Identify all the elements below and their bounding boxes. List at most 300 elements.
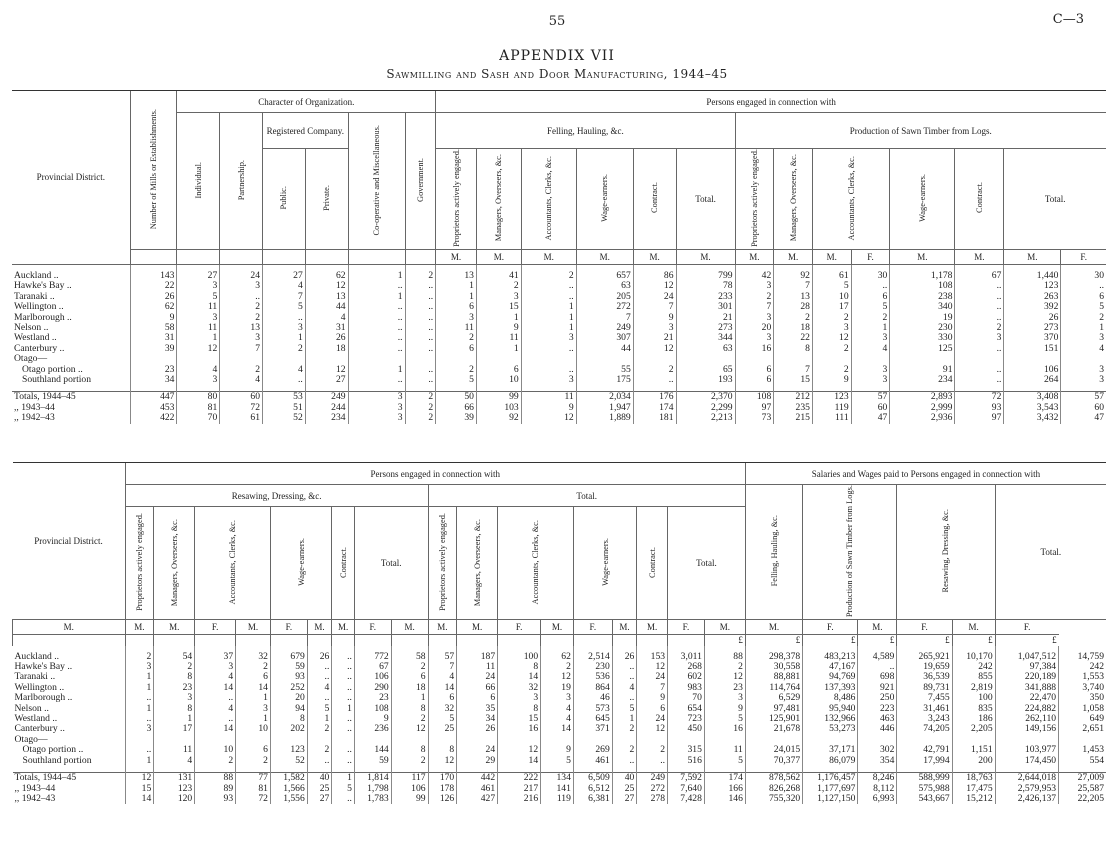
unit-row <box>13 620 1107 635</box>
table-cell: 2 <box>955 323 1004 333</box>
table-cell: .. <box>521 344 576 354</box>
table-cell: 60 <box>1061 403 1106 413</box>
table-cell: 123 <box>1004 281 1061 291</box>
table-cell: .. <box>405 281 436 291</box>
table-cell: 26 <box>307 652 332 662</box>
table-cell: 12 <box>391 724 428 734</box>
document-code: C—3 <box>1052 12 1084 27</box>
table-cell: 99 <box>391 794 428 804</box>
table-cell: 34 <box>457 714 498 724</box>
table-cell: 698 <box>858 672 897 682</box>
table-cell <box>476 354 521 364</box>
table-cell: 307 <box>576 333 633 343</box>
table-cell: 25 <box>612 784 637 794</box>
pound-sign: £ <box>704 635 745 646</box>
table-cell: 1,582 <box>270 773 307 784</box>
table-cell <box>637 735 668 745</box>
table-cell: 2 <box>405 271 436 281</box>
table-cell: 27 <box>263 271 306 281</box>
table-cell: 461 <box>457 784 498 794</box>
table-cell: 233 <box>676 292 735 302</box>
proprietors-header: Proprietors actively engaged. <box>451 149 461 247</box>
table-cell: 2 <box>195 756 236 766</box>
table-cell: 1,889 <box>576 413 633 423</box>
table-cell: 14,759 <box>1059 652 1106 662</box>
table-cell: 117 <box>391 773 428 784</box>
table-cell: 2,426,137 <box>995 794 1058 804</box>
table-row <box>12 323 1106 333</box>
table-cell: 516 <box>668 756 705 766</box>
table-cell: 31 <box>305 323 348 333</box>
table-cell <box>457 735 498 745</box>
table-cell: 3 <box>348 392 405 403</box>
managers-header: Managers, Overseers, &c. <box>472 518 482 606</box>
unit-f: F. <box>270 620 307 635</box>
table-cell: 234 <box>305 413 348 423</box>
table-cell: 8 <box>774 344 813 354</box>
table-cell <box>177 354 220 364</box>
table-cell: 6 <box>391 672 428 682</box>
total-header: Total. <box>354 507 428 620</box>
table-cell: 392 <box>1004 302 1061 312</box>
table-cell: 17,994 <box>897 756 952 766</box>
table-cell: 51 <box>263 403 306 413</box>
table-cell: 1,783 <box>354 794 391 804</box>
table-cell: 12 <box>125 773 154 784</box>
table-cell: 59 <box>354 756 391 766</box>
unit-m: M. <box>735 249 774 264</box>
table-cell: .. <box>332 794 355 804</box>
table-cell: 24 <box>457 672 498 682</box>
table-cell: 119 <box>541 794 574 804</box>
table-cell: .. <box>405 323 436 333</box>
district-name: Otago— <box>14 734 48 745</box>
table-cell <box>305 354 348 364</box>
table-cell: .. <box>348 323 405 333</box>
table-cell: 1,127,150 <box>803 794 858 804</box>
table-cell: .. <box>307 672 332 682</box>
table-cell: 28 <box>774 302 813 312</box>
totals-label: Totals, 1944–45 <box>12 392 130 403</box>
table-cell: 244 <box>305 403 348 413</box>
table-cell: 340 <box>890 302 955 312</box>
table-cell: .. <box>348 302 405 312</box>
table-cell: .. <box>405 313 436 323</box>
table-cell: 10 <box>236 724 271 734</box>
table-cell: .. <box>955 365 1004 375</box>
table-cell: 12 <box>498 745 541 755</box>
table-cell: 5 <box>541 756 574 766</box>
table-cell: 72 <box>220 403 263 413</box>
table-cell: 249 <box>637 773 668 784</box>
table-cell: 186 <box>952 714 995 724</box>
table-cell: 1,453 <box>1059 745 1106 755</box>
district-name: Westland .. <box>14 333 57 344</box>
unit-m: M. <box>436 249 477 264</box>
table-cell: 602 <box>668 672 705 682</box>
table-cell: .. <box>633 375 676 385</box>
unit-f: F. <box>498 620 541 635</box>
table-cell: 265,921 <box>897 652 952 662</box>
table-cell: 3 <box>263 323 306 333</box>
table-cell: 40 <box>307 773 332 784</box>
table-cell: 86 <box>633 271 676 281</box>
table-cell <box>436 354 477 364</box>
managers-header: Managers, Overseers, &c. <box>494 154 504 242</box>
pound-sign: £ <box>995 635 1058 646</box>
table-cell: .. <box>125 745 154 755</box>
table-cell <box>952 735 995 745</box>
table-cell: 3 <box>125 662 154 672</box>
table-cell <box>897 735 952 745</box>
table-cell: 94 <box>270 704 307 714</box>
wage-earners-header: Wage-earners. <box>600 174 610 222</box>
district-name: Southland portion <box>22 755 92 766</box>
unit-m: M. <box>633 249 676 264</box>
table-cell: 272 <box>576 302 633 312</box>
table-cell: 2,370 <box>676 392 735 403</box>
table-cell: 11 <box>436 323 477 333</box>
table-cell: 3 <box>220 333 263 343</box>
table-cell: 242 <box>952 662 995 672</box>
contract-header: Contract. <box>338 546 348 578</box>
table-cell: 1,947 <box>576 403 633 413</box>
table-cell: 174 <box>633 403 676 413</box>
table-cell: 772 <box>354 652 391 662</box>
accountants-header: Accountants, Clerks, &c. <box>846 155 856 241</box>
table-cell <box>348 354 405 364</box>
table-cell: 6,381 <box>573 794 612 804</box>
totals-row <box>12 392 1106 403</box>
table-cell: 91 <box>890 365 955 375</box>
table-cell: 8,246 <box>858 773 897 784</box>
table-cell: 4 <box>154 756 195 766</box>
unit-m: M. <box>236 620 271 635</box>
table-cell: 446 <box>858 724 897 734</box>
table-cell: 575,988 <box>897 784 952 794</box>
table-cell: 88,881 <box>745 672 802 682</box>
table-cell: 26 <box>1004 313 1061 323</box>
table-cell: 3 <box>633 323 676 333</box>
table-cell: 1 <box>851 323 890 333</box>
table-cell: 679 <box>270 652 307 662</box>
table-cell: 16 <box>498 724 541 734</box>
table-cell: 34 <box>130 375 177 385</box>
pound-sign: £ <box>745 635 802 646</box>
table-cell: 234 <box>890 375 955 385</box>
table-cell: 249 <box>305 392 348 403</box>
table-cell: 5 <box>812 281 851 291</box>
resawing-wages-header: Resawing, Dressing, &c. <box>941 509 951 593</box>
table-cell: .. <box>332 724 355 734</box>
table-cell: 536 <box>573 672 612 682</box>
table-cell: 25,587 <box>1059 784 1106 794</box>
table-cell: 3,408 <box>1004 392 1061 403</box>
table-cell: 483,213 <box>803 652 858 662</box>
table-cell: 178 <box>428 784 457 794</box>
table-cell: 264 <box>1004 375 1061 385</box>
cooperative-header: Co-operative and Miscellaneous. <box>372 124 382 236</box>
district-name: Otago portion .. <box>22 364 83 375</box>
table-cell: 273 <box>676 323 735 333</box>
table-cell: 2 <box>307 724 332 734</box>
unit-f: F. <box>195 620 236 635</box>
table-cell: .. <box>521 292 576 302</box>
table-cell: 2 <box>263 344 306 354</box>
table-cell: .. <box>348 344 405 354</box>
unit-m: M. <box>704 620 745 635</box>
table-cell: 4 <box>307 683 332 693</box>
table-cell: 6,529 <box>745 693 802 703</box>
table-cell: 1 <box>263 333 306 343</box>
table-cell: 1 <box>476 313 521 323</box>
table-cell: 27 <box>307 794 332 804</box>
table-cell: 24 <box>457 745 498 755</box>
table-cell: 1 <box>236 693 271 703</box>
table-cell: 1,151 <box>952 745 995 755</box>
table-cell: 2,651 <box>1059 724 1106 734</box>
table-row <box>13 683 1107 693</box>
table-cell: 10 <box>476 375 521 385</box>
table-cell: 10,170 <box>952 652 995 662</box>
table-cell: 3 <box>1061 333 1106 343</box>
table-cell: 11 <box>521 392 576 403</box>
table-cell: 1 <box>521 302 576 312</box>
contract-header: Contract. <box>647 546 657 578</box>
table-cell: 1 <box>236 714 271 724</box>
table-cell <box>995 735 1058 745</box>
district-name: Otago portion .. <box>22 745 84 756</box>
table-cell: 32 <box>428 704 457 714</box>
table-cell: 119 <box>812 403 851 413</box>
table-cell: 3,432 <box>1004 413 1061 423</box>
table-cell: 31,461 <box>897 704 952 714</box>
table-cell: 2,205 <box>952 724 995 734</box>
district-name: Westland .. <box>14 714 58 725</box>
table-cell: 453 <box>130 403 177 413</box>
table-cell: 57 <box>851 392 890 403</box>
table-cell: 41 <box>476 271 521 281</box>
district-name: Auckland .. <box>14 270 59 281</box>
table-row <box>12 313 1106 323</box>
total-header: Total. <box>676 149 735 250</box>
table-cell: 106 <box>354 672 391 682</box>
table-cell: 8 <box>498 662 541 672</box>
table-cell: 4 <box>220 375 263 385</box>
table-cell: 235 <box>774 403 813 413</box>
table-cell: 649 <box>1059 714 1106 724</box>
table-cell <box>576 354 633 364</box>
organization-table <box>12 90 1106 424</box>
table-cell: 24,015 <box>745 745 802 755</box>
table-cell: 6,509 <box>573 773 612 784</box>
table-cell: 2 <box>1061 313 1106 323</box>
table-cell <box>676 354 735 364</box>
table-row <box>12 292 1106 302</box>
table-cell <box>521 354 576 364</box>
table-cell: 80 <box>177 392 220 403</box>
table-cell: 1,566 <box>270 784 307 794</box>
table-cell: 8 <box>154 672 195 682</box>
table-cell: 1 <box>125 683 154 693</box>
table-cell: 370 <box>1004 333 1061 343</box>
table-cell: 53 <box>263 392 306 403</box>
accountants-header: Accountants, Clerks, &c. <box>544 155 554 241</box>
table-row <box>13 704 1107 714</box>
table-cell: 5 <box>704 714 745 724</box>
table-cell: 26 <box>457 724 498 734</box>
table-cell: 835 <box>952 704 995 714</box>
unit-m: M. <box>612 620 637 635</box>
table-cell: 3,740 <box>1059 683 1106 693</box>
table-cell <box>704 735 745 745</box>
table-cell: 108 <box>890 281 955 291</box>
accountants-header: Accountants, Clerks, &c. <box>228 520 238 605</box>
table-cell: 60 <box>851 403 890 413</box>
table-cell: 94,769 <box>803 672 858 682</box>
table-cell <box>851 354 890 364</box>
table-cell: 20 <box>270 693 307 703</box>
table-cell: 67 <box>354 662 391 672</box>
unit-f: F. <box>354 620 391 635</box>
table-cell: 5 <box>612 704 637 714</box>
table-cell: 2 <box>812 365 851 375</box>
table-cell: .. <box>348 333 405 343</box>
table-cell: 44 <box>305 302 348 312</box>
table-cell: 8 <box>391 704 428 714</box>
table-cell: 176 <box>633 392 676 403</box>
table-cell: 57 <box>1061 392 1106 403</box>
unit-m: M. <box>745 620 802 635</box>
table-cell: 1 <box>307 714 332 724</box>
table-cell: 8 <box>270 714 307 724</box>
wages-table-body <box>13 646 1107 805</box>
table-cell: 9 <box>476 323 521 333</box>
table-cell: 7,592 <box>668 773 705 784</box>
table-cell: .. <box>332 672 355 682</box>
table-cell: 2 <box>220 365 263 375</box>
table-cell: 70,377 <box>745 756 802 766</box>
table-cell: 22,205 <box>1059 794 1106 804</box>
table-cell: 114,764 <box>745 683 802 693</box>
table-cell: 175 <box>576 375 633 385</box>
table-cell: 15 <box>774 375 813 385</box>
table-cell: 42,791 <box>897 745 952 755</box>
table-cell: 278 <box>637 794 668 804</box>
table-cell: 222 <box>498 773 541 784</box>
table-cell: .. <box>332 745 355 755</box>
table-cell: 66 <box>436 403 477 413</box>
table-row <box>13 745 1107 755</box>
table-cell <box>154 735 195 745</box>
table-cell: 126 <box>428 794 457 804</box>
table-cell: 2,819 <box>952 683 995 693</box>
table-cell: 755,320 <box>745 794 802 804</box>
table-cell: .. <box>125 693 154 703</box>
table-cell: 200 <box>952 756 995 766</box>
table-cell <box>858 735 897 745</box>
table-cell: 97,384 <box>995 662 1058 672</box>
table-cell: 249 <box>576 323 633 333</box>
table-cell: 3 <box>348 403 405 413</box>
table-cell: .. <box>125 714 154 724</box>
table-cell: 18 <box>305 344 348 354</box>
table-cell: 170 <box>428 773 457 784</box>
table-cell: 1,440 <box>1004 271 1061 281</box>
table-cell: 53,273 <box>803 724 858 734</box>
table-cell: 181 <box>633 413 676 423</box>
table-cell: 224,882 <box>995 704 1058 714</box>
table-cell: 9 <box>704 704 745 714</box>
table-cell: 81 <box>177 403 220 413</box>
table-cell: 15 <box>476 302 521 312</box>
table-cell: 3 <box>521 375 576 385</box>
table-cell: 371 <box>573 724 612 734</box>
table-cell: 1,178 <box>890 271 955 281</box>
table-cell: .. <box>307 662 332 672</box>
table-cell: 134 <box>541 773 574 784</box>
table-cell: 12 <box>812 333 851 343</box>
table-cell: 921 <box>858 683 897 693</box>
table-cell: 59 <box>270 662 307 672</box>
totals-label: ,, 1943–44 <box>14 402 55 413</box>
district-name: Marlborough .. <box>14 312 72 323</box>
table-cell: 4 <box>1061 344 1106 354</box>
table-cell <box>220 354 263 364</box>
table-cell: 10 <box>812 292 851 302</box>
table-cell: .. <box>955 313 1004 323</box>
table-cell: 252 <box>270 683 307 693</box>
table-cell: 19 <box>541 683 574 693</box>
unit-m: M. <box>125 620 154 635</box>
table-cell: .. <box>955 344 1004 354</box>
proprietors-header: Proprietors actively engaged. <box>437 513 447 612</box>
district-name: Nelson .. <box>14 703 49 714</box>
table-cell: 36,539 <box>897 672 952 682</box>
table-cell <box>774 354 813 364</box>
table-cell: 12 <box>637 724 668 734</box>
table-cell: 62 <box>130 302 177 312</box>
table-row <box>12 375 1106 385</box>
table-cell: 8,112 <box>858 784 897 794</box>
table-cell <box>498 735 541 745</box>
totals-row <box>13 794 1107 804</box>
table-cell: 132,966 <box>803 714 858 724</box>
table-cell: .. <box>405 302 436 312</box>
table-cell: 1 <box>436 281 477 291</box>
table-cell: 2,514 <box>573 652 612 662</box>
table-cell: 7 <box>220 344 263 354</box>
table-cell: 1 <box>348 292 405 302</box>
table-cell: 6 <box>436 344 477 354</box>
accountants-header: Accountants, Clerks, &c. <box>531 520 540 605</box>
table-cell: 3 <box>220 281 263 291</box>
table-row <box>12 302 1106 312</box>
public-header: Public. <box>279 186 289 210</box>
table-cell: 11 <box>457 662 498 672</box>
table-cell: 543,667 <box>897 794 952 804</box>
table-cell: 1,177,697 <box>803 784 858 794</box>
table-cell: 3 <box>955 333 1004 343</box>
table-cell: 4 <box>177 365 220 375</box>
table-cell: 238 <box>890 292 955 302</box>
unit-m: M. <box>812 249 851 264</box>
managers-header: Managers, Overseers, &c. <box>788 154 798 242</box>
table-cell: .. <box>263 375 306 385</box>
table-cell: 16 <box>735 344 774 354</box>
district-name: Canterbury .. <box>14 724 65 735</box>
table-cell: 2 <box>637 745 668 755</box>
